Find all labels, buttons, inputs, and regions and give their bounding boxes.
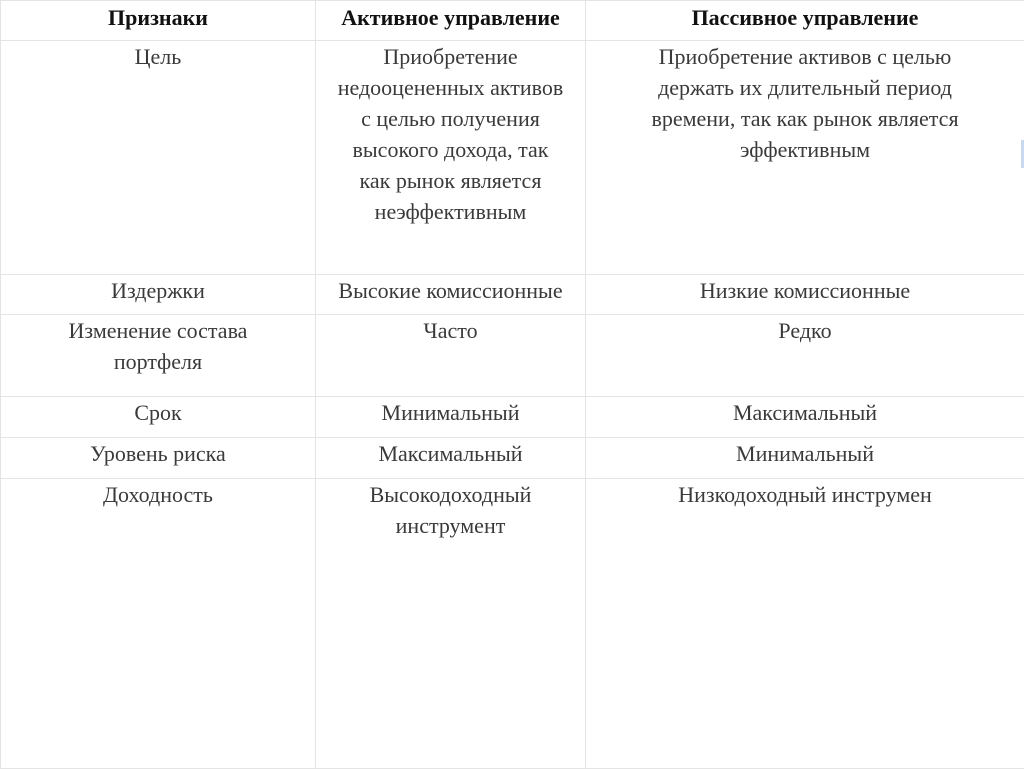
table-row xyxy=(1,438,1024,479)
passive-cell: Редко xyxy=(586,315,1024,397)
header-row xyxy=(1,1,1024,41)
table-row xyxy=(1,275,1024,315)
feature-cell: Доходность xyxy=(1,479,316,769)
passive-cell: Минимальный xyxy=(586,438,1024,479)
feature-cell: Уровень риска xyxy=(1,438,316,479)
active-cell: Приобретение недооцененных активов с целью получения высокого дохода, так как рынок является неэффективным xyxy=(316,41,586,275)
active-cell: Высокодоходный инструмент xyxy=(316,479,586,769)
feature-cell: Издержки xyxy=(1,275,316,315)
active-cell: Максимальный xyxy=(316,438,586,479)
header-passive-management: Пассивное управление xyxy=(586,1,1024,41)
active-cell: Часто xyxy=(316,315,586,397)
table-row xyxy=(1,315,1024,397)
header-active-management: Активное управление xyxy=(316,1,586,41)
header-features: Признаки xyxy=(1,1,316,41)
passive-cell: Максимальный xyxy=(586,397,1024,438)
passive-cell: Приобретение активов с целью держать их длительный период времени, так как рынок является эффективным xyxy=(586,41,1024,275)
table-row xyxy=(1,41,1024,275)
table-row xyxy=(1,397,1024,438)
active-cell: Минимальный xyxy=(316,397,586,438)
active-cell: Высокие комиссионные xyxy=(316,275,586,315)
passive-cell: Низкодоходный инструмен xyxy=(586,479,1024,769)
table-row xyxy=(1,479,1024,769)
feature-cell: Срок xyxy=(1,397,316,438)
feature-cell: Цель xyxy=(1,41,316,275)
passive-cell: Низкие комиссионные xyxy=(586,275,1024,315)
feature-cell: Изменение состава портфеля xyxy=(1,315,316,397)
